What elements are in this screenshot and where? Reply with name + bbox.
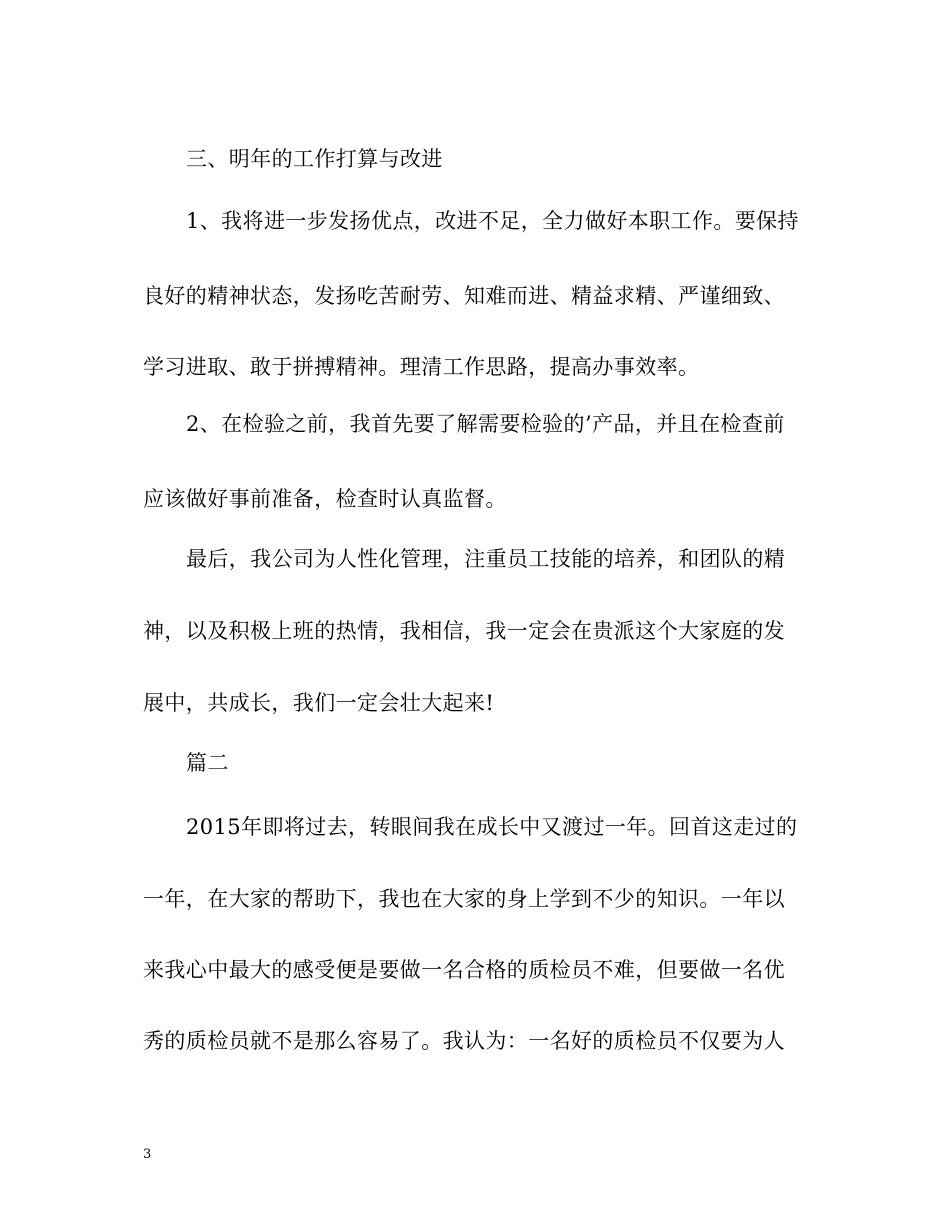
paragraph-line: 神，以及积极上班的热情，我相信，我一定会在贵派这个大家庭的发 bbox=[143, 619, 785, 643]
paragraph-line: 良好的精神状态，发扬吃苦耐劳、知难而进、精益求精、严谨细致、 bbox=[143, 284, 785, 308]
section-heading: 三、明年的工作打算与改进 bbox=[186, 147, 443, 171]
section-heading: 篇二 bbox=[186, 751, 229, 775]
paragraph-line: 2、在检验之前，我首先要了解需要检验的’产品，并且在检查前 bbox=[186, 412, 785, 436]
page-number: 3 bbox=[143, 1147, 152, 1162]
paragraph-line: 应该做好事前准备，检查时认真监督。 bbox=[143, 487, 507, 511]
paragraph-line: 展中，共成长，我们一定会壮大起来! bbox=[143, 691, 495, 715]
paragraph-line: 学习进取、敢于拼搏精神。理清工作思路，提高办事效率。 bbox=[143, 355, 700, 379]
paragraph-line: 来我心中最大的感受便是要做一名合格的质检员不难，但要做一名优 bbox=[143, 958, 785, 982]
paragraph-line: 一年，在大家的帮助下，我也在大家的身上学到不少的知识。一年以 bbox=[143, 887, 785, 911]
paragraph-line: 2015年即将过去，转眼间我在成长中又渡过一年。回首这走过的 bbox=[186, 815, 798, 839]
paragraph-line: 1、我将进一步发扬优点，改进不足，全力做好本职工作。要保持 bbox=[186, 209, 799, 233]
paragraph-line: 最后，我公司为人性化管理，注重员工技能的培养，和团队的精 bbox=[186, 547, 786, 571]
paragraph-line: 秀的质检员就不是那么容易了。我认为：一名好的质检员不仅要为人 bbox=[143, 1029, 785, 1053]
